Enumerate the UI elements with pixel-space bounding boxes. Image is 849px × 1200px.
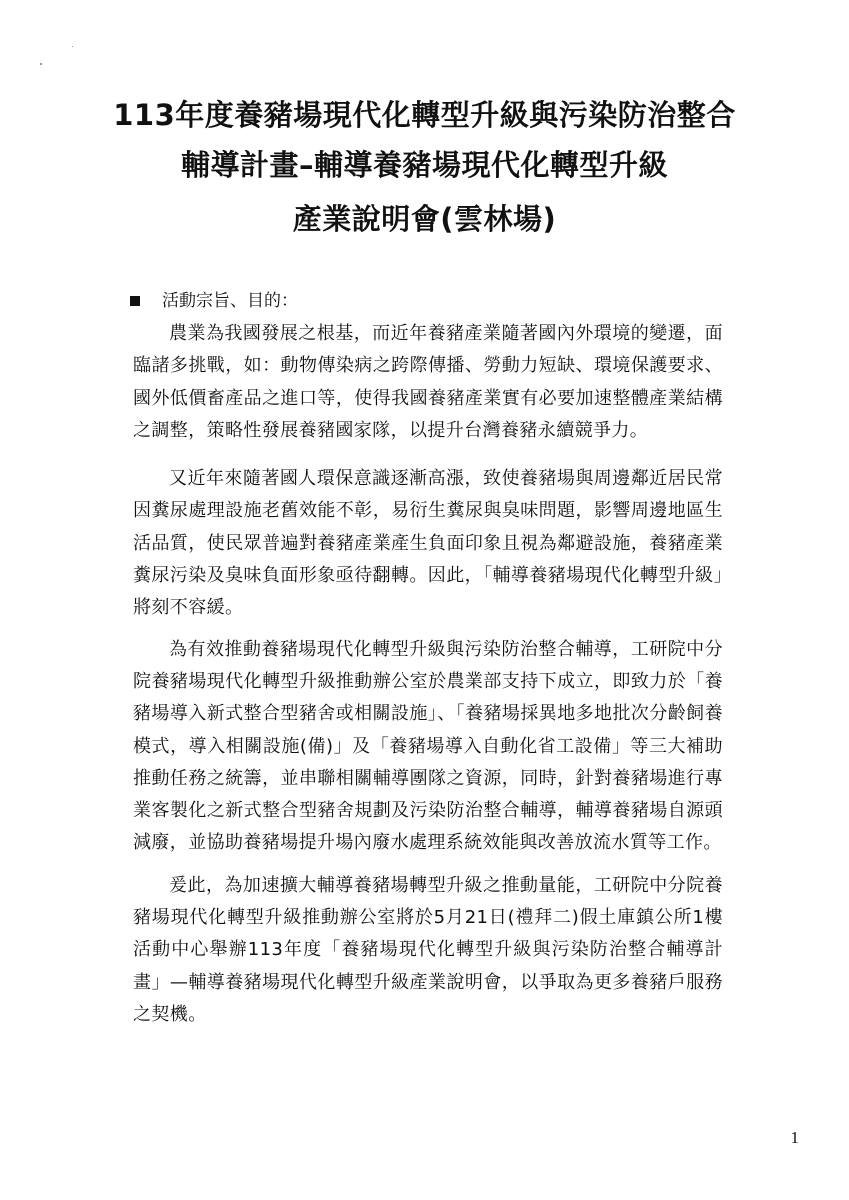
section-heading-text: 活動宗旨、目的： — [162, 291, 298, 311]
scan-speck — [40, 63, 42, 65]
title-line-2: 輔導計畫–輔導養豬場現代化轉型升級 — [180, 148, 668, 182]
section-heading — [130, 288, 298, 314]
title-line-1: 113年度養豬場現代化轉型升級與污染防治整合 — [113, 98, 736, 132]
title-line-3: 產業說明會(雲林場) — [292, 202, 557, 236]
paragraph-1: 農業為我國發展之根基，而近年養豬產業隨著國內外環境的變遷，面臨諸多挑戰，如：動物傳染病之跨際傳播、勞動力短缺、環境保護要求、國外低價畜產品之進口等，使得我國養豬產業實有必要加速整體產業結構之調整，策略性發展養豬國家隊，以提升台灣養豬永續競爭力。 — [133, 323, 723, 441]
paragraph-2: 又近年來隨著國人環保意識逐漸高漲，致使養豬場與周邊鄰近居民常因糞尿處理設施老舊效能不彰，易衍生糞尿與臭味問題，影響周邊地區生活品質，使民眾普遍對養豬產業產生負面印象且視為鄰避設施，養豬產業糞尿污染及臭味負面形象亟待翻轉。因此，「輔導養豬場現代化轉型升級」將刻不容緩。 — [133, 468, 723, 619]
square-bullet-icon — [130, 296, 140, 306]
page-number: 1 — [790, 1128, 799, 1147]
paragraph-4: 爰此，為加速擴大輔導養豬場轉型升級之推動量能，工研院中分院養豬場現代化轉型升級推動辦公室將於5月21日(禮拜二)假土庫鎮公所1樓活動中心舉辦113年度「養豬場現代化轉型升級與污染防治整合輔導計畫」—輔導養豬場現代化轉型升級產業說明會，以爭取為更多養豬戶服務之契機。 — [133, 874, 723, 1025]
document-title — [60, 90, 789, 244]
document-body — [133, 318, 723, 1031]
paragraph-3: 為有效推動養豬場現代化轉型升級與污染防治整合輔導，工研院中分院養豬場現代化轉型升級推動辦公室於農業部支持下成立，即致力於「養豬場導入新式整合型豬舍或相關設施」、「養豬場採異地多地批次分齡飼養模式，導入相關設施(備)」及「養豬場導入自動化省工設備」等三大補助推動任務之統籌，並串聯相關輔導團隊之資源，同時，針對養豬場進行專業客製化之新式整合型豬舍規劃及污染防治整合輔導，輔導養豬場自源頭減廢，並協助養豬場提升場內廢水處理系統效能與改善放流水質等工作。 — [133, 638, 723, 854]
scan-speck — [72, 46, 73, 47]
